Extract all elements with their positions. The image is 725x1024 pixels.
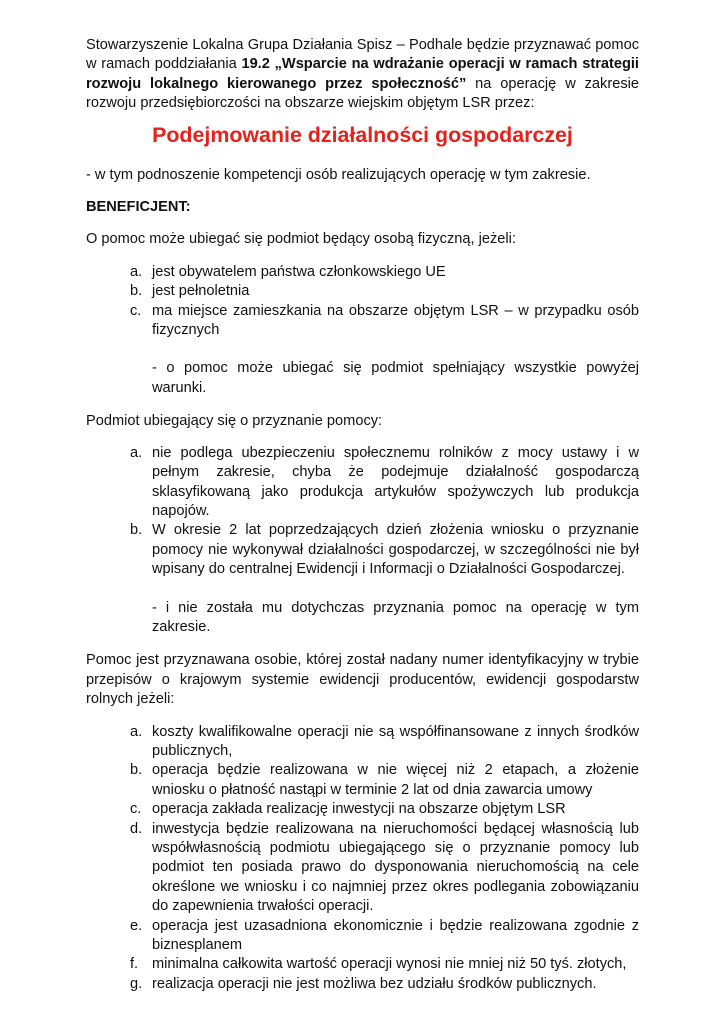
section1-note: - o pomoc może ubiegać się podmiot spełniający wszystkie powyżej warunki.: [152, 360, 639, 396]
section2-list: [86, 444, 639, 580]
list-marker: b.: [130, 762, 143, 779]
subtitle-paragraph: - w tym podnoszenie kompetencji osób realizujących operację w tym zakresie.: [86, 166, 591, 183]
list-item: [86, 723, 639, 762]
list-marker: d.: [130, 820, 143, 837]
intro-measure-name: 19.2 „Wsparcie na wdrażanie operacji w ramach strategii rozwoju lokalnego kierowanego przez społeczność”: [86, 56, 639, 92]
section1-list: [86, 263, 639, 341]
list-marker: f.: [130, 956, 139, 973]
intro-text-end: na operację w zakresie rozwoju przedsiębiorczości na obszarze wiejskim objętym LSR przez:: [86, 75, 639, 112]
list-item: [86, 444, 639, 522]
list-marker: a.: [130, 263, 143, 280]
intro-paragraph: [86, 36, 639, 114]
list-marker: c.: [130, 302, 142, 319]
list-item-text: operacja jest uzasadniona ekonomicznie i będzie realizowana zgodnie z biznesplanem: [152, 917, 639, 954]
list-marker: b.: [130, 283, 143, 300]
list-item-text: operacja będzie realizowana w nie więcej niż 2 etapach, a złożenie wniosku o płatność nastąpi w terminie 2 lat od dnia zawarcia umowy: [152, 762, 639, 798]
beneficiary-heading: BENEFICJENT:: [86, 199, 191, 216]
list-item: [86, 800, 639, 819]
list-item: [86, 761, 639, 800]
section2-note: - i nie została mu dotychczas przyznania pomoc na operację w tym zakresie.: [152, 599, 639, 635]
list-marker: a.: [130, 444, 143, 461]
list-item-text: inwestycja będzie realizowana na nieruchomości będącej własnością lub współwłasnością podmiotu ubiegającego się o przyznanie pomocy lub podmiot ten posiada prawo do dysponowania nieruchomością na cele określone we wniosku i co najmniej przez okres podlegania zobowiązaniu do zapewnienia trwałości operacji.: [152, 820, 639, 915]
page-title: Podejmowanie działalności gospodarczej: [152, 122, 573, 147]
list-marker: e.: [130, 917, 143, 934]
list-marker: a.: [130, 723, 143, 740]
list-item-text: realizacja operacji nie jest możliwa bez udziału środków publicznych.: [152, 975, 597, 992]
list-marker: c.: [130, 801, 142, 818]
list-item-text: jest pełnoletnia: [152, 283, 250, 300]
list-item-text: jest obywatelem państwa członkowskiego UE: [152, 263, 446, 280]
section3-lead: Pomoc jest przyznawana osobie, której został nadany numer identyfikacyjny w trybie przepisów o krajowym systemie ewidencji producentów, ewidencji gospodarstw rolnych jeżeli:: [86, 652, 639, 708]
list-marker: g.: [130, 975, 143, 992]
section3-list: [86, 723, 639, 995]
list-item-text: ma miejsce zamieszkania na obszarze objętym LSR – w przypadku osób fizycznych: [152, 302, 639, 339]
list-item-text: nie podlega ubezpieczeniu społecznemu rolników z mocy ustawy i w pełnym zakresie, chyba że podejmuje działalność gospodarczą sklasyfikowaną jako produkcja artykułów spożywczych lub produkcja napojów.: [152, 444, 639, 519]
list-item: [86, 820, 639, 917]
list-marker: b.: [130, 522, 143, 539]
list-item: [86, 282, 639, 301]
list-item: [86, 975, 639, 994]
list-item: [86, 521, 639, 579]
list-item-text: W okresie 2 lat poprzedzających dzień złożenia wniosku o przyznanie pomocy nie wykonywał działalności gospodarczej, w szczególności nie był wpisany do centralnej Ewidencji i Informacji o Działalności Gospodarczej.: [152, 522, 639, 578]
list-item-text: koszty kwalifikowalne operacji nie są współfinansowane z innych środków publicznych,: [152, 723, 639, 759]
list-item: [86, 302, 639, 341]
section2-lead: Podmiot ubiegający się o przyznanie pomocy:: [86, 413, 383, 430]
section1-lead: O pomoc może ubiegać się podmiot będący osobą fizyczną, jeżeli:: [86, 231, 516, 248]
list-item-text: operacja zakłada realizację inwestycji na obszarze objętym LSR: [152, 801, 566, 818]
list-item: [86, 263, 639, 282]
list-item: [86, 917, 639, 956]
list-item-text: minimalna całkowita wartość operacji wynosi nie mniej niż 50 tyś. złotych,: [152, 956, 627, 973]
intro-text-start: Stowarzyszenie Lokalna Grupa Działania Spisz – Podhale będzie przyznawać pomoc w ramach poddziałania: [86, 37, 639, 73]
list-item: [86, 955, 639, 974]
